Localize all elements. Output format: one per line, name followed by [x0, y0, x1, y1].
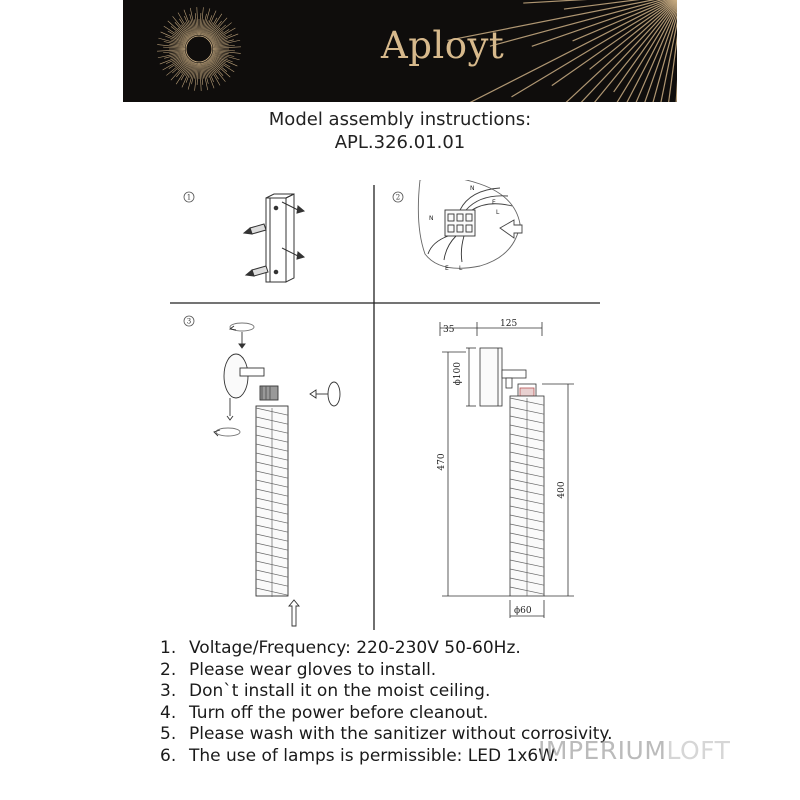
up-arrow-icon — [289, 600, 299, 626]
end-cap-icon — [310, 382, 340, 406]
svg-text:L: L — [496, 209, 500, 216]
dim-shade-height: 400 — [557, 481, 567, 499]
model-code: APL.326.01.01 — [334, 132, 466, 153]
note-item: 1. Voltage/Frequency: 220-230V 50-60Hz. — [160, 638, 521, 658]
dim-plate-diameter: ϕ100 — [453, 362, 463, 386]
note-item: 5. Please wash with the sanitizer without corrosivity. — [160, 724, 613, 745]
arrow-icon — [500, 220, 522, 238]
brand-name: Aployt — [381, 24, 505, 67]
screw-icon — [282, 248, 304, 259]
note-item: 4. Turn off the power before cleanout. — [160, 702, 489, 723]
lamp-assembly-illustration — [214, 323, 340, 626]
wall-plug-icon — [246, 266, 268, 276]
step-marker-1 — [184, 192, 194, 202]
brand-banner — [123, 0, 677, 102]
svg-text:L: L — [459, 265, 463, 272]
watermark: IMPERIUMLOFT — [538, 736, 731, 765]
svg-text:3: 3 — [186, 317, 192, 326]
step-marker-2 — [393, 192, 403, 202]
dim-shade-diameter: ϕ60 — [514, 606, 532, 616]
page-title: Model assembly instructions: — [268, 109, 532, 130]
svg-text:2: 2 — [395, 193, 401, 202]
step-marker-3 — [184, 316, 194, 326]
note-item: 2. Please wear gloves to install. — [160, 659, 437, 680]
sun-logo-icon — [157, 7, 241, 91]
note-item: 6. The use of lamps is permissible: LED 1x6W. — [160, 745, 559, 766]
note-item: 3. Don`t install it on the moist ceiling. — [160, 681, 491, 702]
crystal-shade-icon — [256, 406, 288, 597]
mounting-bracket-illustration — [244, 194, 304, 282]
screw-icon — [282, 202, 304, 213]
svg-text:E: E — [492, 199, 496, 206]
wall-plug-icon — [244, 224, 266, 234]
svg-text:N: N — [429, 215, 434, 222]
svg-text:1: 1 — [186, 193, 192, 202]
assembly-drawing — [170, 180, 600, 630]
wiring-terminal-illustration — [418, 180, 522, 268]
svg-text:E: E — [445, 265, 449, 272]
dim-projection: 125 — [500, 319, 518, 329]
dim-base-depth: 35 — [443, 325, 455, 335]
dim-total-height: 470 — [437, 453, 447, 471]
svg-text:N: N — [470, 185, 475, 192]
